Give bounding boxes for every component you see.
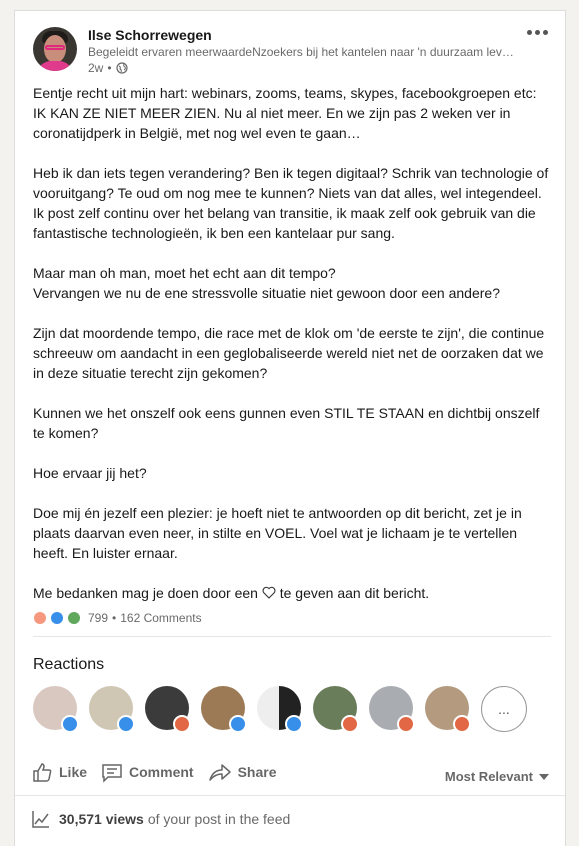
action-bar <box>31 761 291 783</box>
love-reaction-icon <box>33 611 47 625</box>
like-button[interactable] <box>31 761 87 783</box>
reactor-avatar[interactable] <box>201 686 245 730</box>
post-age: 2w <box>88 61 104 75</box>
post-paragraph: Maar man oh man, moet het echt aan dit tempo? Vervangen we nu de ene stressvolle situatie niet gewoon door een andere? <box>33 265 500 301</box>
post-closing <box>33 583 553 603</box>
post-paragraph: Doe mij én jezelf een plezier: je hoeft niet te antwoorden op dit bericht, zet je in plaats daarvan even neer, in stilte en VOEL. Voel wat je lichaam je te vertellen heeft. En luister ernaar. <box>33 505 522 561</box>
post-meta: 2w • <box>88 61 128 75</box>
celebrate-reaction-icon <box>67 611 81 625</box>
sort-dropdown[interactable] <box>445 769 549 784</box>
closing-text-after: te geven aan dit bericht. <box>279 585 430 601</box>
reactor-avatar[interactable] <box>369 686 413 730</box>
reactor-avatar[interactable] <box>89 686 133 730</box>
sort-label: Most Relevant <box>444 769 533 784</box>
more-options-icon[interactable] <box>527 25 551 39</box>
reactor-avatar[interactable] <box>313 686 357 730</box>
author-avatar[interactable] <box>33 27 77 71</box>
divider <box>33 636 551 637</box>
post-paragraph: Hoe ervaar jij het? <box>33 465 147 481</box>
more-reactions-button[interactable]: ... <box>481 686 527 732</box>
globe-icon <box>116 62 128 74</box>
views-suffix: of your post in the feed <box>147 811 291 827</box>
post-paragraph: Eentje recht uit mijn hart: webinars, zooms, teams, skypes, facebookgroepen etc: IK KAN ZE NIET MEER ZIEN. Nu al niet meer. En we zijn pas 2 weken ver in coronatijdperk in België, met nog wel even te gaan… <box>33 85 537 141</box>
comment-button[interactable] <box>101 761 194 783</box>
like-icon <box>61 715 79 733</box>
reaction-count[interactable]: 799 <box>88 611 109 625</box>
post-card <box>14 10 566 846</box>
comment-count[interactable]: 162 Comments <box>120 611 202 625</box>
thumbs-up-icon <box>31 761 53 783</box>
reactions-title: Reactions <box>33 656 105 673</box>
post-views[interactable] <box>31 809 290 829</box>
caret-down-icon <box>539 774 549 780</box>
like-reaction-icon <box>50 611 64 625</box>
like-label: Like <box>59 764 88 780</box>
love-icon <box>341 715 359 733</box>
love-icon <box>453 715 471 733</box>
social-counts[interactable] <box>33 611 202 625</box>
author-headline: Begeleidt ervaren meerwaardeNzoekers bij het kantelen naar 'n duurzaam lev… <box>88 45 514 59</box>
post-header <box>33 25 565 85</box>
comment-label: Comment <box>129 764 194 780</box>
separator: • <box>112 611 117 625</box>
divider <box>15 795 565 796</box>
love-icon <box>173 715 191 733</box>
reactor-avatar[interactable] <box>257 686 301 730</box>
post-paragraph: Heb ik dan iets tegen verandering? Ben ik tegen digitaal? Schrik van technologie of vooruitgang? Te oud om nog mee te kunnen? Niets van dat alles, wel integendeel. Ik post zelf continu over het belang van transitie, ik maak zelf ook gebruik van die fantastische technologieën, ik ben een kantelaar pur sang. <box>33 165 549 241</box>
reactor-avatar[interactable] <box>145 686 189 730</box>
comment-icon <box>101 761 123 783</box>
like-icon <box>229 715 247 733</box>
author-name[interactable]: Ilse Schorrewegen <box>88 27 212 43</box>
post-paragraph: Zijn dat moordende tempo, die race met de klok om 'de eerste te zijn', die continue schreeuw om aandacht in een geglobaliseerde wereld niet net de oorzaken dat we in deze situatie terecht zijn gekomen? <box>33 325 545 381</box>
analytics-icon <box>31 809 51 829</box>
share-icon <box>208 761 232 783</box>
love-icon <box>397 715 415 733</box>
reactor-avatar[interactable] <box>33 686 77 730</box>
post-body <box>33 83 553 603</box>
post-paragraph: Kunnen we het onszelf ook eens gunnen even STIL TE STAAN en dichtbij onszelf te komen? <box>33 405 540 441</box>
like-icon <box>117 715 135 733</box>
reactor-avatar[interactable] <box>425 686 469 730</box>
share-label: Share <box>237 764 277 780</box>
like-icon <box>285 715 303 733</box>
views-count: 30,571 views <box>59 811 144 827</box>
closing-text-before: Me bedanken mag je doen door een <box>33 585 258 601</box>
heart-icon <box>262 586 276 599</box>
reactions-list <box>33 686 527 732</box>
share-button[interactable] <box>208 761 277 783</box>
